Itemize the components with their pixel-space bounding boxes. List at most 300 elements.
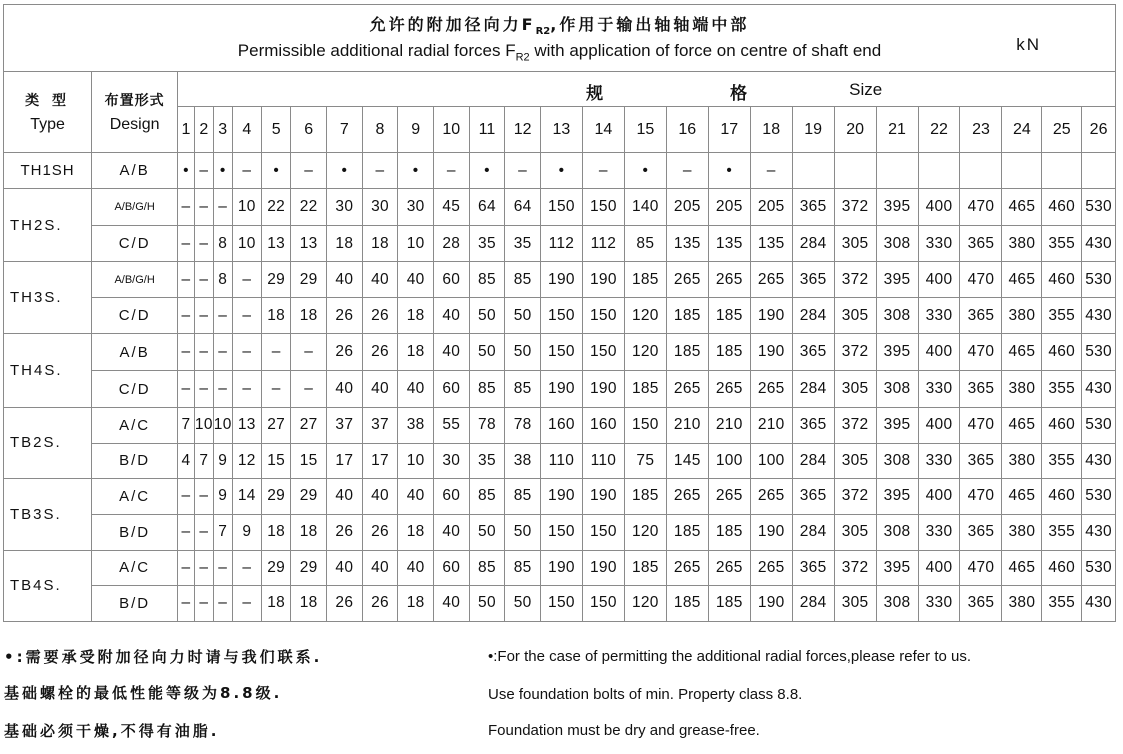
force-value-cell: 7 bbox=[178, 407, 195, 443]
force-value-cell: 120 bbox=[624, 514, 666, 550]
force-value-cell: 530 bbox=[1082, 407, 1116, 443]
force-value-cell bbox=[834, 153, 876, 189]
force-value-cell: 308 bbox=[876, 298, 918, 334]
type-cell: TB4S. bbox=[4, 550, 92, 621]
force-value-cell: 60 bbox=[433, 371, 469, 407]
size-number: 20 bbox=[834, 107, 876, 153]
force-value-cell: 460 bbox=[1042, 407, 1082, 443]
force-value-cell: 29 bbox=[262, 478, 291, 514]
size-number: 1 bbox=[178, 107, 195, 153]
force-value-cell: 330 bbox=[918, 585, 960, 621]
force-value-cell: – bbox=[178, 189, 195, 226]
force-value-cell: 40 bbox=[362, 550, 398, 585]
table-row bbox=[4, 371, 1116, 407]
force-value-cell: 205 bbox=[666, 189, 708, 226]
force-value-cell bbox=[1042, 153, 1082, 189]
force-value-cell: 50 bbox=[505, 298, 541, 334]
force-value-cell: 18 bbox=[362, 226, 398, 262]
size-number: 22 bbox=[918, 107, 960, 153]
table-row bbox=[4, 153, 1116, 189]
force-value-cell: 365 bbox=[960, 371, 1002, 407]
force-value-cell bbox=[876, 153, 918, 189]
force-value-cell: 40 bbox=[433, 298, 469, 334]
force-value-cell: 330 bbox=[918, 298, 960, 334]
force-value-cell: – bbox=[232, 585, 261, 621]
force-value-cell: 265 bbox=[708, 550, 750, 585]
force-value-cell: 465 bbox=[1002, 478, 1042, 514]
force-value-cell: – bbox=[362, 153, 398, 189]
force-value-cell: 8 bbox=[213, 226, 232, 262]
force-value-cell: 26 bbox=[362, 298, 398, 334]
force-value-cell: 185 bbox=[708, 334, 750, 371]
force-value-cell: 308 bbox=[876, 585, 918, 621]
force-value-cell: 78 bbox=[505, 407, 541, 443]
force-value-cell: 372 bbox=[834, 262, 876, 298]
force-value-cell: 470 bbox=[960, 189, 1002, 226]
force-value-cell: 60 bbox=[433, 262, 469, 298]
force-value-cell: 305 bbox=[834, 585, 876, 621]
force-value-cell: 265 bbox=[750, 371, 792, 407]
size-number: 4 bbox=[232, 107, 261, 153]
force-value-cell: – bbox=[232, 371, 261, 407]
force-value-cell: 85 bbox=[505, 262, 541, 298]
force-value-cell: 395 bbox=[876, 478, 918, 514]
force-value-cell bbox=[792, 153, 834, 189]
force-value-cell: 40 bbox=[327, 262, 363, 298]
force-value-cell: 85 bbox=[469, 478, 505, 514]
force-value-cell: 185 bbox=[708, 298, 750, 334]
force-value-cell: 135 bbox=[708, 226, 750, 262]
force-value-cell: 330 bbox=[918, 514, 960, 550]
force-value-cell: 185 bbox=[624, 550, 666, 585]
size-number: 19 bbox=[792, 107, 834, 153]
size-number: 6 bbox=[291, 107, 327, 153]
force-value-cell: 150 bbox=[582, 585, 624, 621]
force-value-cell: 284 bbox=[792, 443, 834, 478]
force-value-cell: 30 bbox=[327, 189, 363, 226]
force-value-cell: • bbox=[262, 153, 291, 189]
force-value-cell: 284 bbox=[792, 298, 834, 334]
force-value-cell: 372 bbox=[834, 334, 876, 371]
force-value-cell: 27 bbox=[291, 407, 327, 443]
force-value-cell: – bbox=[178, 550, 195, 585]
size-number: 2 bbox=[194, 107, 213, 153]
force-value-cell: 530 bbox=[1082, 262, 1116, 298]
force-value-cell: 365 bbox=[960, 585, 1002, 621]
force-value-cell: 17 bbox=[327, 443, 363, 478]
type-header: 类 型 Type bbox=[4, 72, 92, 153]
force-value-cell: 400 bbox=[918, 189, 960, 226]
force-value-cell: 205 bbox=[750, 189, 792, 226]
force-value-cell: 110 bbox=[540, 443, 582, 478]
size-number: 21 bbox=[876, 107, 918, 153]
force-value-cell: 430 bbox=[1082, 226, 1116, 262]
size-number: 7 bbox=[327, 107, 363, 153]
table-row bbox=[4, 298, 1116, 334]
force-value-cell: 150 bbox=[582, 514, 624, 550]
force-value-cell: 185 bbox=[624, 371, 666, 407]
force-value-cell: 160 bbox=[582, 407, 624, 443]
force-value-cell: 190 bbox=[582, 262, 624, 298]
size-number: 16 bbox=[666, 107, 708, 153]
force-value-cell: 9 bbox=[232, 514, 261, 550]
force-value-cell: 135 bbox=[666, 226, 708, 262]
table-row bbox=[4, 478, 1116, 514]
force-value-cell: 308 bbox=[876, 514, 918, 550]
force-value-cell: 185 bbox=[708, 514, 750, 550]
force-value-cell: 150 bbox=[582, 189, 624, 226]
force-value-cell: 145 bbox=[666, 443, 708, 478]
force-value-cell: 8 bbox=[213, 262, 232, 298]
force-value-cell: 26 bbox=[327, 585, 363, 621]
force-value-cell: – bbox=[194, 298, 213, 334]
force-value-cell: – bbox=[194, 514, 213, 550]
table-title bbox=[4, 5, 1116, 72]
force-value-cell: 26 bbox=[362, 585, 398, 621]
design-cell: A/C bbox=[92, 478, 178, 514]
force-value-cell bbox=[918, 153, 960, 189]
force-value-cell: 190 bbox=[750, 334, 792, 371]
force-value-cell: 18 bbox=[262, 514, 291, 550]
force-value-cell: – bbox=[178, 478, 195, 514]
force-value-cell: • bbox=[398, 153, 434, 189]
force-value-cell: 40 bbox=[362, 478, 398, 514]
force-value-cell: 50 bbox=[469, 585, 505, 621]
size-number: 11 bbox=[469, 107, 505, 153]
table-row bbox=[4, 262, 1116, 298]
force-value-cell: 185 bbox=[666, 298, 708, 334]
force-value-cell: – bbox=[194, 334, 213, 371]
size-number: 12 bbox=[505, 107, 541, 153]
footnotes bbox=[0, 636, 1123, 754]
force-value-cell: 26 bbox=[362, 334, 398, 371]
force-value-cell: 355 bbox=[1042, 443, 1082, 478]
force-value-cell: 190 bbox=[750, 298, 792, 334]
force-value-cell: 365 bbox=[792, 189, 834, 226]
force-value-cell: 14 bbox=[232, 478, 261, 514]
force-value-cell: 85 bbox=[469, 550, 505, 585]
force-value-cell: 29 bbox=[262, 550, 291, 585]
table-row bbox=[4, 514, 1116, 550]
force-value-cell: 12 bbox=[232, 443, 261, 478]
force-value-cell: 9 bbox=[213, 478, 232, 514]
force-value-cell: 26 bbox=[327, 334, 363, 371]
force-value-cell: – bbox=[750, 153, 792, 189]
force-value-cell: – bbox=[232, 550, 261, 585]
force-value-cell: 365 bbox=[792, 407, 834, 443]
radial-force-table bbox=[3, 4, 1116, 622]
force-value-cell bbox=[960, 153, 1002, 189]
force-value-cell: 330 bbox=[918, 371, 960, 407]
force-value-cell: • bbox=[327, 153, 363, 189]
force-value-cell: 308 bbox=[876, 226, 918, 262]
force-value-cell: 38 bbox=[505, 443, 541, 478]
force-value-cell: 365 bbox=[792, 334, 834, 371]
force-value-cell: 55 bbox=[433, 407, 469, 443]
force-value-cell: • bbox=[469, 153, 505, 189]
force-value-cell: 18 bbox=[262, 298, 291, 334]
force-value-cell: 18 bbox=[398, 514, 434, 550]
design-cell: C/D bbox=[92, 226, 178, 262]
size-number: 23 bbox=[960, 107, 1002, 153]
force-value-cell: 18 bbox=[291, 298, 327, 334]
force-value-cell: 205 bbox=[708, 189, 750, 226]
force-value-cell: 185 bbox=[666, 334, 708, 371]
force-value-cell: 18 bbox=[327, 226, 363, 262]
force-value-cell: – bbox=[505, 153, 541, 189]
note-cn-3: 基础必须干燥,不得有油脂. bbox=[4, 722, 220, 740]
size-number: 14 bbox=[582, 107, 624, 153]
force-value-cell: – bbox=[194, 262, 213, 298]
force-value-cell: 305 bbox=[834, 371, 876, 407]
force-value-cell: 100 bbox=[750, 443, 792, 478]
force-value-cell: 64 bbox=[505, 189, 541, 226]
force-value-cell: – bbox=[291, 334, 327, 371]
note-cn-2: 基础螺栓的最低性能等级为8.8级. bbox=[4, 684, 283, 702]
force-value-cell: 50 bbox=[469, 334, 505, 371]
force-value-cell: – bbox=[194, 153, 213, 189]
force-value-cell: 30 bbox=[433, 443, 469, 478]
force-value-cell: 40 bbox=[433, 334, 469, 371]
force-value-cell: • bbox=[540, 153, 582, 189]
force-value-cell: 365 bbox=[960, 514, 1002, 550]
force-value-cell: 140 bbox=[624, 189, 666, 226]
title-row bbox=[4, 5, 1116, 72]
design-cell: A/B/G/H bbox=[92, 189, 178, 226]
force-value-cell: 150 bbox=[582, 298, 624, 334]
force-value-cell: – bbox=[178, 226, 195, 262]
force-value-cell: 355 bbox=[1042, 585, 1082, 621]
force-value-cell: 9 bbox=[213, 443, 232, 478]
force-value-cell: – bbox=[178, 371, 195, 407]
force-value-cell: 22 bbox=[291, 189, 327, 226]
force-value-cell: 465 bbox=[1002, 262, 1042, 298]
force-value-cell: 40 bbox=[362, 371, 398, 407]
force-value-cell: 530 bbox=[1082, 478, 1116, 514]
force-value-cell: 112 bbox=[540, 226, 582, 262]
force-value-cell: 190 bbox=[540, 262, 582, 298]
force-value-cell: 37 bbox=[362, 407, 398, 443]
title-chinese: 允许的附加径向力$F_{R2}$,作用于输出轴轴端中部 bbox=[369, 15, 750, 38]
force-value-cell: 29 bbox=[291, 262, 327, 298]
force-value-cell: 355 bbox=[1042, 514, 1082, 550]
force-value-cell: 40 bbox=[433, 585, 469, 621]
force-value-cell: 308 bbox=[876, 371, 918, 407]
force-value-cell: 35 bbox=[505, 226, 541, 262]
note-en-3: Foundation must be dry and grease-free. bbox=[488, 722, 760, 739]
force-value-cell: 210 bbox=[708, 407, 750, 443]
force-value-cell: 190 bbox=[540, 550, 582, 585]
size-number: 9 bbox=[398, 107, 434, 153]
force-value-cell: 50 bbox=[505, 514, 541, 550]
force-value-cell: 372 bbox=[834, 407, 876, 443]
force-value-cell: 26 bbox=[327, 298, 363, 334]
force-value-cell: 265 bbox=[666, 478, 708, 514]
force-value-cell: • bbox=[624, 153, 666, 189]
force-value-cell: 10 bbox=[194, 407, 213, 443]
force-value-cell: 395 bbox=[876, 407, 918, 443]
force-value-cell: 430 bbox=[1082, 371, 1116, 407]
force-value-cell: – bbox=[213, 189, 232, 226]
design-cell: A/B bbox=[92, 153, 178, 189]
size-number: 18 bbox=[750, 107, 792, 153]
force-value-cell: 30 bbox=[398, 189, 434, 226]
force-value-cell: 465 bbox=[1002, 334, 1042, 371]
force-value-cell: 29 bbox=[291, 478, 327, 514]
force-value-cell: 40 bbox=[327, 371, 363, 407]
force-value-cell: 40 bbox=[327, 478, 363, 514]
size-number: 13 bbox=[540, 107, 582, 153]
force-value-cell: 120 bbox=[624, 334, 666, 371]
force-value-cell: • bbox=[178, 153, 195, 189]
force-value-cell: 185 bbox=[666, 514, 708, 550]
force-value-cell: 18 bbox=[291, 514, 327, 550]
force-value-cell: 470 bbox=[960, 478, 1002, 514]
force-value-cell: – bbox=[291, 371, 327, 407]
force-value-cell: 190 bbox=[540, 478, 582, 514]
title-english: Permissible additional radial forces $F_{R2}$ with application of force on centre of shaft end bbox=[237, 41, 882, 64]
force-value-cell: – bbox=[213, 585, 232, 621]
table-row bbox=[4, 585, 1116, 621]
force-value-cell: 10 bbox=[398, 443, 434, 478]
type-cell: TH4S. bbox=[4, 334, 92, 407]
force-value-cell: 380 bbox=[1002, 298, 1042, 334]
force-value-cell: 460 bbox=[1042, 478, 1082, 514]
size-number: 17 bbox=[708, 107, 750, 153]
force-value-cell: 7 bbox=[213, 514, 232, 550]
force-value-cell: 400 bbox=[918, 262, 960, 298]
force-value-cell: 18 bbox=[398, 585, 434, 621]
force-value-cell: 210 bbox=[666, 407, 708, 443]
force-value-cell: 400 bbox=[918, 407, 960, 443]
table-row bbox=[4, 550, 1116, 585]
force-value-cell: 470 bbox=[960, 262, 1002, 298]
force-value-cell: – bbox=[178, 262, 195, 298]
force-value-cell: 150 bbox=[540, 334, 582, 371]
force-value-cell: 380 bbox=[1002, 226, 1042, 262]
force-value-cell: 40 bbox=[362, 262, 398, 298]
table-row bbox=[4, 334, 1116, 371]
force-value-cell: 150 bbox=[582, 334, 624, 371]
force-value-cell: 17 bbox=[362, 443, 398, 478]
force-value-cell: 85 bbox=[505, 371, 541, 407]
force-value-cell: 530 bbox=[1082, 189, 1116, 226]
force-value-cell: – bbox=[194, 550, 213, 585]
force-value-cell: 85 bbox=[505, 550, 541, 585]
force-value-cell: 13 bbox=[232, 407, 261, 443]
force-value-cell bbox=[1002, 153, 1042, 189]
size-header-row bbox=[4, 72, 1116, 107]
force-value-cell: 465 bbox=[1002, 407, 1042, 443]
design-cell: A/C bbox=[92, 407, 178, 443]
force-value-cell: 365 bbox=[792, 550, 834, 585]
force-value-cell: 365 bbox=[792, 262, 834, 298]
force-value-cell: 38 bbox=[398, 407, 434, 443]
force-value-cell: 35 bbox=[469, 443, 505, 478]
force-value-cell: • bbox=[213, 153, 232, 189]
force-value-cell: – bbox=[194, 585, 213, 621]
force-value-cell: 10 bbox=[213, 407, 232, 443]
force-value-cell: 460 bbox=[1042, 189, 1082, 226]
force-value-cell: 75 bbox=[624, 443, 666, 478]
force-value-cell: 50 bbox=[469, 514, 505, 550]
force-value-cell: 330 bbox=[918, 443, 960, 478]
design-header: 布置形式 Design bbox=[92, 72, 178, 153]
force-value-cell: 185 bbox=[624, 478, 666, 514]
force-value-cell: 150 bbox=[540, 585, 582, 621]
force-value-cell: 22 bbox=[262, 189, 291, 226]
force-value-cell: 13 bbox=[262, 226, 291, 262]
force-value-cell: 355 bbox=[1042, 298, 1082, 334]
force-value-cell: 29 bbox=[291, 550, 327, 585]
force-value-cell: 190 bbox=[750, 514, 792, 550]
force-value-cell: 50 bbox=[469, 298, 505, 334]
force-value-cell: 28 bbox=[433, 226, 469, 262]
force-value-cell: 190 bbox=[582, 371, 624, 407]
force-value-cell: 395 bbox=[876, 550, 918, 585]
force-value-cell: 27 bbox=[262, 407, 291, 443]
force-value-cell: 265 bbox=[750, 262, 792, 298]
size-number: 25 bbox=[1042, 107, 1082, 153]
table-row bbox=[4, 189, 1116, 226]
unit-label: kN bbox=[1016, 35, 1041, 54]
force-value-cell: 185 bbox=[666, 585, 708, 621]
force-value-cell: 150 bbox=[540, 298, 582, 334]
force-value-cell: 265 bbox=[750, 550, 792, 585]
force-value-cell: 365 bbox=[792, 478, 834, 514]
force-value-cell: 430 bbox=[1082, 443, 1116, 478]
force-value-cell: 308 bbox=[876, 443, 918, 478]
force-value-cell: 4 bbox=[178, 443, 195, 478]
design-cell: B/D bbox=[92, 443, 178, 478]
force-value-cell: 150 bbox=[540, 514, 582, 550]
force-value-cell: 465 bbox=[1002, 550, 1042, 585]
type-cell: TB3S. bbox=[4, 478, 92, 550]
force-value-cell: – bbox=[666, 153, 708, 189]
force-value-cell: 37 bbox=[327, 407, 363, 443]
force-value-cell bbox=[1082, 153, 1116, 189]
force-value-cell: 305 bbox=[834, 226, 876, 262]
force-value-cell: 470 bbox=[960, 334, 1002, 371]
force-value-cell: 190 bbox=[582, 550, 624, 585]
force-value-cell: 35 bbox=[469, 226, 505, 262]
force-value-cell: – bbox=[291, 153, 327, 189]
size-number: 24 bbox=[1002, 107, 1042, 153]
type-cell: TB2S. bbox=[4, 407, 92, 478]
design-cell: A/B/G/H bbox=[92, 262, 178, 298]
force-value-cell: 284 bbox=[792, 371, 834, 407]
force-value-cell: 460 bbox=[1042, 334, 1082, 371]
force-value-cell: 190 bbox=[582, 478, 624, 514]
force-value-cell: – bbox=[232, 334, 261, 371]
force-value-cell: – bbox=[582, 153, 624, 189]
force-value-cell: 185 bbox=[708, 585, 750, 621]
force-value-cell: 460 bbox=[1042, 550, 1082, 585]
force-value-cell: 190 bbox=[540, 371, 582, 407]
force-value-cell: – bbox=[213, 550, 232, 585]
size-number: 26 bbox=[1082, 107, 1116, 153]
force-value-cell: 13 bbox=[291, 226, 327, 262]
force-value-cell: 355 bbox=[1042, 226, 1082, 262]
force-value-cell: 284 bbox=[792, 585, 834, 621]
force-value-cell: 470 bbox=[960, 550, 1002, 585]
force-value-cell: 135 bbox=[750, 226, 792, 262]
force-value-cell: 372 bbox=[834, 550, 876, 585]
note-cn-1: •:需要承受附加径向力时请与我们联系. bbox=[4, 648, 323, 666]
force-value-cell: • bbox=[708, 153, 750, 189]
force-value-cell: 284 bbox=[792, 226, 834, 262]
type-cell: TH2S. bbox=[4, 189, 92, 262]
